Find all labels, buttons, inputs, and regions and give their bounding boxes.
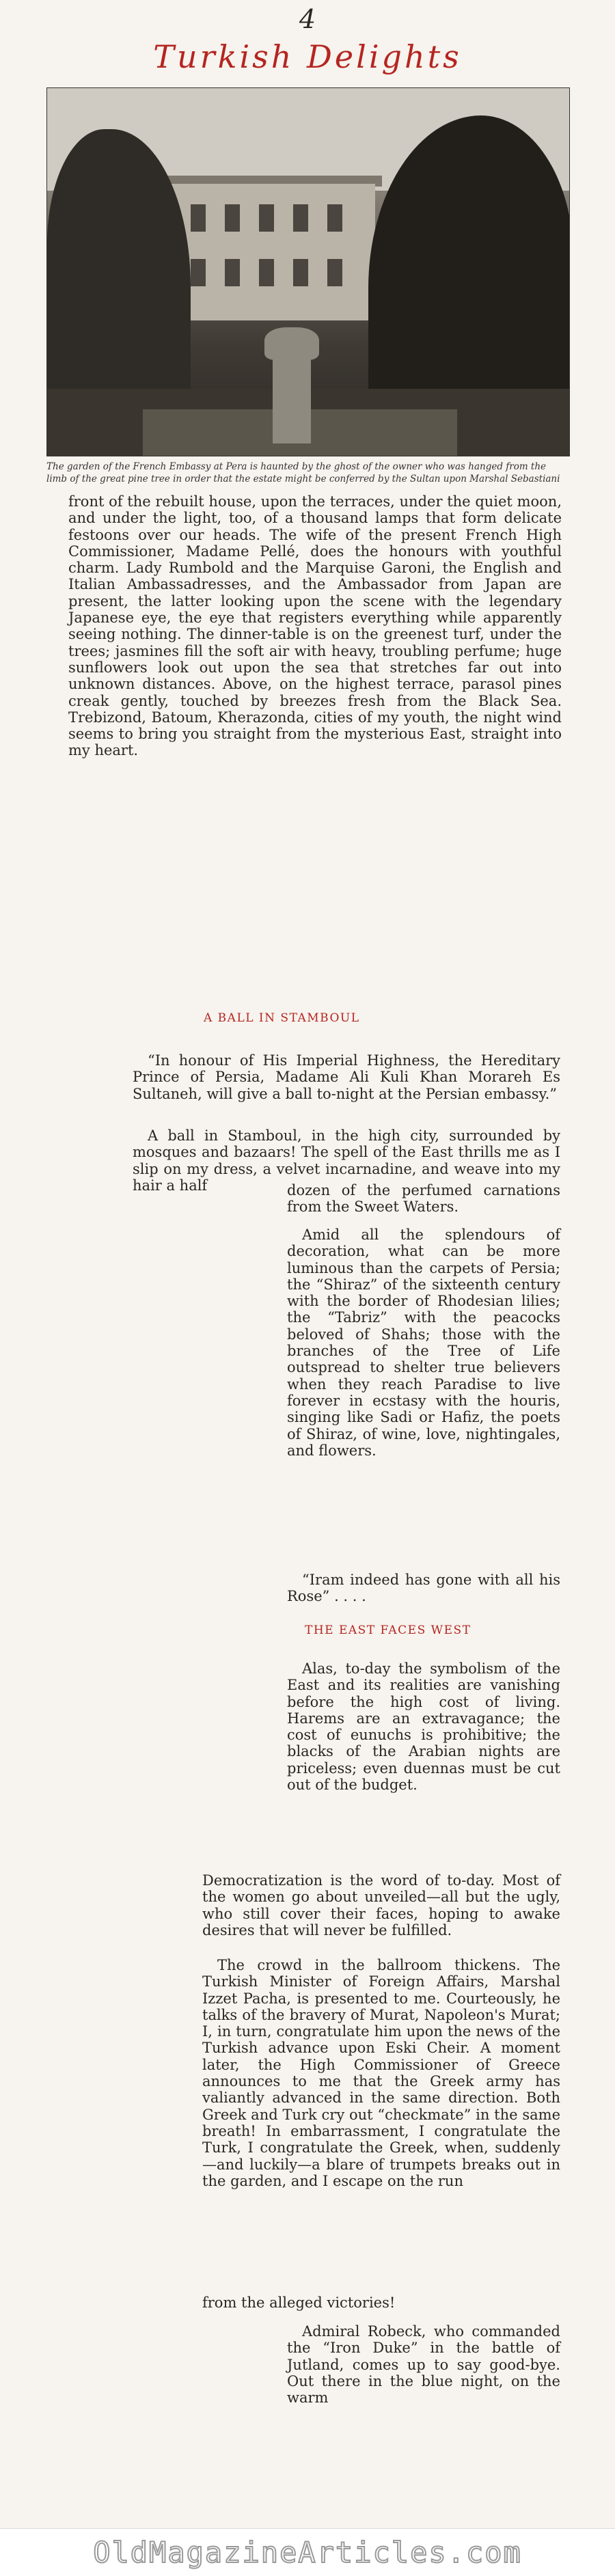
article-paragraph-6: Alas, to-day the symbolism of the East and its realities are vanishing before the high cost of living. Harems are an extravagance; the cost of eunuchs is prohibitive; the blacks of the Arabian nights are priceless; even duennas must be cut out of the budget. bbox=[287, 1660, 560, 1794]
article-paragraph-2: “In honour of His Imperial Highness, the Hereditary Prince of Persia, Madame Ali Kuli Khan Morareh Es Sultaneh, will give a ball to-night at the Persian embassy.” bbox=[133, 1052, 560, 1102]
article-paragraph-1: front of the rebuilt house, upon the terraces, under the quiet moon, and under the light, too, of a thousand lamps that form delicate festoons over our heads. The wife of the present French High Commissioner, Madame Pellé, does the honours with youthful charm. Lady Rumbold and the Marquise Garoni, the English and Italian Ambassadresses, and the Ambassador from Japan are present, the latter looking upon the scene with the legendary Japanese eye, the eye that registers everything while apparently seeing nothing. The dinner-table is on the greenest turf, under the trees; jasmines fill the soft air with heavy, troubling perfume; huge sunflowers look out upon the sea that stretches far out into unknown distances. Above, on the highest terrace, parasol pines creak gently, touched by breezes fresh from the Black Sea. Trebizond, Batoum, Kherazonda, cities of my youth, the night wind seems to bring you straight from the mysterious East, straight into my heart. bbox=[68, 493, 562, 759]
article-paragraph-7: Democratization is the word of to-day. Most of the women go about unveiled—all but the ugly, who still cover their faces, hoping to awake desires that will never be fulfilled. bbox=[202, 1872, 560, 1938]
section-heading-east: THE EAST FACES WEST bbox=[305, 1623, 472, 1637]
section-heading-ball: A BALL IN STAMBOUL bbox=[204, 1011, 360, 1025]
article-paragraph-5: “Iram indeed has gone with all his Rose” . . . . bbox=[287, 1572, 560, 1605]
footer-watermark-band bbox=[0, 2528, 615, 2576]
photo-caption: The garden of the French Embassy at Pera is haunted by the ghost of the owner who was hanged from the limb of the great pine tree in order that the estate might be conferred by the Sultan upon Marshal Sebastiani bbox=[46, 461, 560, 484]
page-number: 4 bbox=[299, 4, 316, 34]
magazine-title: Turkish Delights bbox=[153, 38, 462, 75]
article-paragraph-3b: dozen of the perfumed carnations from the Sweet Waters. bbox=[287, 1182, 560, 1216]
article-paragraph-9: Admiral Robeck, who commanded the “Iron Duke” in the battle of Jutland, comes up to say good-bye. Out there in the blue night, on the warm bbox=[287, 2323, 560, 2407]
article-paragraph-3a: A ball in Stamboul, in the high city, surrounded by mosques and bazaars! The spell of the East thrills me as I slip on my dress, a velvet incarnadine, and weave into my hair a half bbox=[133, 1127, 560, 1194]
site-watermark: OldMagazineArticles.com bbox=[93, 2536, 522, 2569]
article-paragraph-4: Amid all the splendours of decoration, what can be more luminous than the carpets of Persia; the “Shiraz” of the sixteenth century with the border of Rhodesian lilies; the “Tabriz” with the peacocks beloved of Shahs; those with the branches of the Tree of Life outspread to shelter true believers when they reach Paradise to live forever in ecstasy with the houris, singing like Sadi or Hafiz, the poets of Shiraz, of wine, love, nightingales, and flowers. bbox=[287, 1227, 560, 1459]
article-paragraph-8a: The crowd in the ballroom thickens. The Turkish Minister of Foreign Affairs, Marshal Izzet Pacha, is presented to me. Courteously, he talks of the bravery of Murat, Napoleon's Murat; I, in turn, congratulate him upon the news of the Turkish advance upon Eski Cheir. A moment later, the High Commissioner of Greece announces to me that the Greek army has valiantly advanced in the same direction. Both Greek and Turk cry out “checkmate” in the same breath! In embarrassment, I congratulate the Turk, I congratulate the Greek, when, suddenly—and luckily—a blare of trumpets breaks out in the garden, and I escape on the run bbox=[202, 1957, 560, 2189]
article-paragraph-8b: from the alleged victories! bbox=[202, 2294, 396, 2311]
embassy-garden-photo bbox=[46, 87, 570, 456]
